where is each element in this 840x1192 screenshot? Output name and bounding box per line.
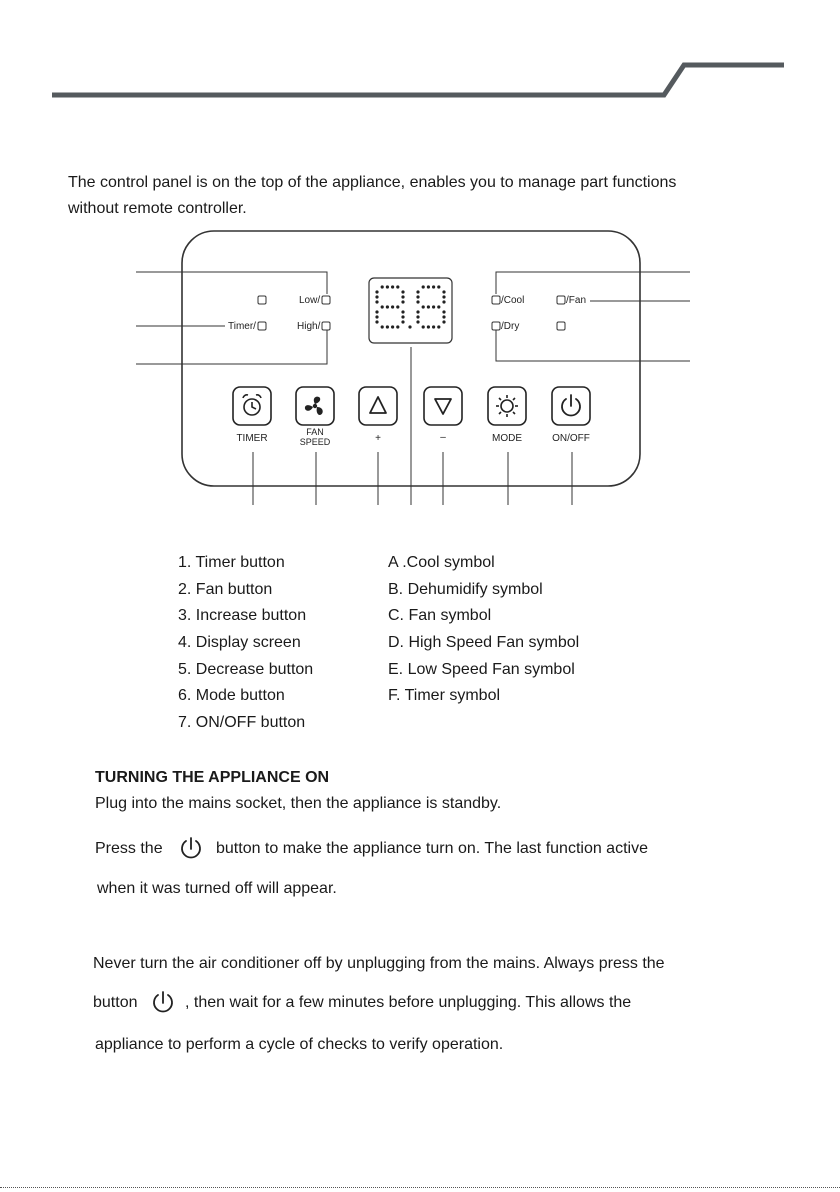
legend-item: 4. Display screen bbox=[178, 634, 301, 652]
lettered-legend bbox=[388, 554, 579, 714]
page-bottom-border bbox=[0, 1187, 840, 1188]
display-segment-dot bbox=[391, 325, 394, 328]
display-segment-dot bbox=[432, 305, 435, 308]
legend-item: D. High Speed Fan symbol bbox=[388, 634, 580, 652]
display-segment-dot bbox=[416, 315, 419, 318]
power-icon bbox=[176, 836, 206, 862]
warning-line-3: appliance to perform a cycle of checks to verify operation. bbox=[95, 1036, 504, 1053]
power-icon bbox=[562, 395, 580, 415]
legend-item: E. Low Speed Fan symbol bbox=[388, 660, 575, 678]
indicator-timer bbox=[258, 322, 266, 330]
display-segment-dot bbox=[432, 285, 435, 288]
label-low: Low/ bbox=[299, 295, 321, 306]
display-segment-dot bbox=[422, 305, 425, 308]
turning-on-line-2a: Press the bbox=[95, 840, 163, 857]
display-segment-dot bbox=[396, 285, 399, 288]
triangle-down-icon bbox=[435, 399, 451, 414]
display-segment-dot bbox=[442, 320, 445, 323]
label-decrease-button: – bbox=[440, 432, 446, 443]
decrease-button bbox=[424, 387, 462, 425]
legend-item: 2. Fan button bbox=[178, 580, 273, 598]
power-icon bbox=[148, 990, 178, 1016]
display-segment-dot bbox=[401, 295, 404, 298]
numbered-legend bbox=[178, 554, 313, 741]
display-segment-dot bbox=[437, 325, 440, 328]
legend-item: B. Dehumidify symbol bbox=[388, 580, 543, 598]
label-timer: Timer/ bbox=[228, 321, 256, 332]
intro-line-1: The control panel is on the top of the appliance, enables you to manage part functions bbox=[68, 174, 677, 191]
display-segment-dot bbox=[401, 320, 404, 323]
warning-line-2a: button bbox=[93, 994, 138, 1011]
indicator-low bbox=[322, 296, 330, 304]
label-fan-speed-button: FAN SPEED bbox=[299, 427, 331, 447]
legend-item: 5. Decrease button bbox=[178, 660, 314, 678]
display-segment-dot bbox=[396, 305, 399, 308]
display-segment-dot bbox=[381, 285, 384, 288]
display-segment-dot bbox=[442, 315, 445, 318]
display-segment-dot bbox=[401, 315, 404, 318]
indicator-cool bbox=[492, 296, 500, 304]
display-segment-dot bbox=[386, 325, 389, 328]
display-segment-dot bbox=[375, 295, 378, 298]
display-segment-dot bbox=[408, 325, 411, 328]
display-segment-dot bbox=[381, 325, 384, 328]
fan-icon bbox=[305, 397, 323, 415]
display-segment-dot bbox=[381, 305, 384, 308]
warning-line-1: Never turn the air conditioner off by unplugging from the mains. Always press the bbox=[93, 955, 665, 972]
display-segment-dot bbox=[416, 320, 419, 323]
label-onoff-button: ON/OFF bbox=[552, 433, 590, 444]
display-segment-dot bbox=[375, 310, 378, 313]
legend-item: A .Cool symbol bbox=[388, 554, 495, 571]
callout-dry bbox=[496, 330, 690, 361]
legend-item: C. Fan symbol bbox=[388, 607, 492, 625]
turning-on-line-1: Plug into the mains socket, then the appliance is standby. bbox=[95, 795, 502, 812]
indicator-unlabeled-left bbox=[258, 296, 266, 304]
intro-line-2: without remote controller. bbox=[68, 200, 247, 217]
legend-item: 3. Increase button bbox=[178, 607, 307, 625]
callout-high bbox=[136, 330, 327, 364]
sun-icon bbox=[496, 395, 518, 417]
triangle-up-icon bbox=[370, 397, 386, 413]
callout-low bbox=[136, 272, 327, 294]
indicator-high bbox=[322, 322, 330, 330]
display-segment-dot bbox=[391, 285, 394, 288]
display-segment-dot bbox=[401, 300, 404, 303]
indicator-fan bbox=[557, 296, 565, 304]
display-segment-dot bbox=[375, 315, 378, 318]
turning-on-line-3: when it was turned off will appear. bbox=[97, 880, 337, 897]
indicator-unlabeled-right bbox=[557, 322, 565, 330]
label-mode-button: MODE bbox=[492, 433, 522, 444]
turning-on-line-2b: button to make the appliance turn on. The last function active bbox=[216, 840, 648, 857]
display-digits bbox=[375, 285, 445, 328]
label-high: High/ bbox=[297, 321, 321, 332]
display-segment-dot bbox=[422, 325, 425, 328]
display-segment-dot bbox=[416, 290, 419, 293]
display-segment-dot bbox=[437, 305, 440, 308]
label-timer-button: TIMER bbox=[236, 433, 268, 444]
warning-line-2b: , then wait for a few minutes before unplugging. This allows the bbox=[185, 994, 632, 1011]
display-segment-dot bbox=[401, 310, 404, 313]
display-segment-dot bbox=[375, 300, 378, 303]
legend-item: 6. Mode button bbox=[178, 687, 285, 705]
display-segment-dot bbox=[396, 325, 399, 328]
display-segment-dot bbox=[416, 300, 419, 303]
section-heading: TURNING THE APPLIANCE ON bbox=[95, 769, 330, 786]
display-segment-dot bbox=[442, 290, 445, 293]
alarm-clock-icon bbox=[243, 395, 261, 415]
legend-item: 1. Timer button bbox=[178, 554, 285, 571]
display-segment-dot bbox=[427, 305, 430, 308]
display-segment-dot bbox=[442, 295, 445, 298]
display-segment-dot bbox=[416, 295, 419, 298]
display-segment-dot bbox=[401, 290, 404, 293]
display-segment-dot bbox=[386, 285, 389, 288]
display-segment-dot bbox=[375, 320, 378, 323]
display-segment-dot bbox=[442, 310, 445, 313]
label-cool: /Cool bbox=[501, 295, 525, 306]
display-segment-dot bbox=[432, 325, 435, 328]
display-segment-dot bbox=[437, 285, 440, 288]
label-increase-button: + bbox=[375, 433, 381, 444]
display-segment-dot bbox=[442, 300, 445, 303]
display-segment-dot bbox=[416, 310, 419, 313]
legend-item: F. Timer symbol bbox=[388, 687, 501, 705]
display-segment-dot bbox=[386, 305, 389, 308]
display-segment-dot bbox=[391, 305, 394, 308]
callout-cool bbox=[496, 272, 690, 294]
display-segment-dot bbox=[427, 325, 430, 328]
display-segment-dot bbox=[422, 285, 425, 288]
indicator-dry bbox=[492, 322, 500, 330]
display-segment-dot bbox=[375, 290, 378, 293]
mode-button bbox=[488, 387, 526, 425]
label-dry: /Dry bbox=[501, 321, 520, 332]
increase-button bbox=[359, 387, 397, 425]
legend-item: 7. ON/OFF button bbox=[178, 714, 306, 732]
label-fan: /Fan bbox=[566, 295, 587, 306]
display-segment-dot bbox=[427, 285, 430, 288]
